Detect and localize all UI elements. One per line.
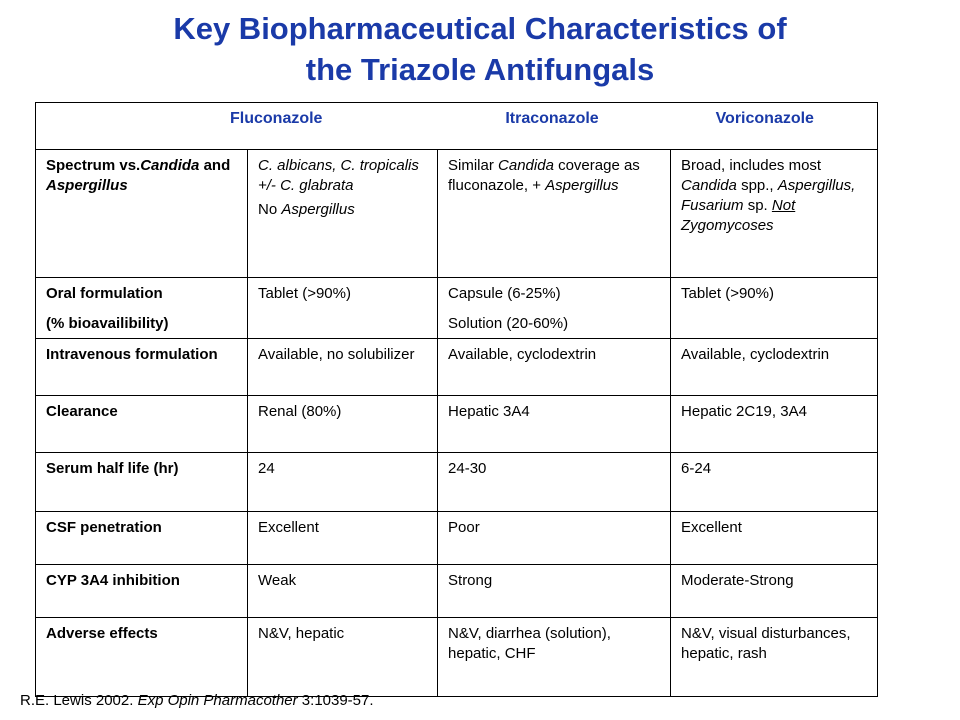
cell-oral-fluconazole: Tablet (>90%) [248, 278, 438, 339]
cell-iv-itraconazole: Available, cyclodextrin [438, 339, 671, 396]
cell-iv-voriconazole: Available, cyclodextrin [671, 339, 878, 396]
cell-adverse-fluconazole: N&V, hepatic [248, 618, 438, 697]
cell-spectrum-fluconazole [248, 150, 438, 278]
table-row [36, 618, 878, 697]
header-voriconazole: Voriconazole [671, 103, 878, 150]
oral-label-line2: (% bioavailibility) [46, 315, 169, 332]
cell-spectrum-itraconazole: Similar Candida coverage as fluconazole, + Aspergillus [438, 150, 671, 278]
spectrum-fluconazole-note: No Aspergillus [258, 201, 355, 218]
row-label-adverse: Adverse effects [36, 618, 248, 697]
oral-itraconazole-solution: Solution (20-60%) [448, 315, 569, 332]
cell-oral-voriconazole: Tablet (>90%) [671, 278, 878, 339]
citation-journal: Exp Opin Pharmacother [137, 692, 298, 709]
cell-clearance-itraconazole: Hepatic 3A4 [438, 396, 671, 453]
citation-authors: R.E. Lewis 2002. [20, 692, 138, 709]
cell-oral-itraconazole [438, 278, 671, 339]
cell-spectrum-voriconazole: Broad, includes most Candida spp., Aspergillus, Fusarium sp. Not Zygomycoses [671, 150, 878, 278]
cell-half-life-fluconazole: 24 [248, 453, 438, 512]
title-line-2: the Triazole Antifungals [305, 52, 655, 87]
comparison-table [35, 102, 878, 697]
header-fluconazole: Fluconazole [36, 103, 438, 150]
cell-cyp-itraconazole: Strong [438, 565, 671, 618]
table-row [36, 150, 878, 278]
cell-cyp-voriconazole: Moderate-Strong [671, 565, 878, 618]
title-line-1: Key Biopharmaceutical Characteristics of [173, 11, 787, 46]
slide-title [0, 8, 960, 90]
table-row [36, 339, 878, 396]
row-label-cyp: CYP 3A4 inhibition [36, 565, 248, 618]
header-row [36, 103, 878, 150]
table-row [36, 565, 878, 618]
oral-label-line1: Oral formulation [46, 285, 163, 302]
spectrum-fluconazole-species: C. albicans, C. tropicalis +/- C. glabrata [258, 157, 419, 194]
cell-half-life-itraconazole: 24-30 [438, 453, 671, 512]
cell-iv-fluconazole: Available, no solubilizer [248, 339, 438, 396]
cell-adverse-itraconazole: N&V, diarrhea (solution), hepatic, CHF [438, 618, 671, 697]
row-label-spectrum: Spectrum vs.Candida and Aspergillus [36, 150, 248, 278]
cell-clearance-fluconazole: Renal (80%) [248, 396, 438, 453]
citation-reference: 3:1039-57. [297, 692, 374, 709]
oral-itraconazole-capsule: Capsule (6-25%) [448, 285, 561, 302]
cell-adverse-voriconazole: N&V, visual disturbances, hepatic, rash [671, 618, 878, 697]
row-label-half-life: Serum half life (hr) [36, 453, 248, 512]
cell-csf-voriconazole: Excellent [671, 512, 878, 565]
cell-cyp-fluconazole: Weak [248, 565, 438, 618]
table-row [36, 512, 878, 565]
row-label-iv: Intravenous formulation [36, 339, 248, 396]
cell-clearance-voriconazole: Hepatic 2C19, 3A4 [671, 396, 878, 453]
row-label-oral [36, 278, 248, 339]
row-label-clearance: Clearance [36, 396, 248, 453]
cell-csf-itraconazole: Poor [438, 512, 671, 565]
table-row [36, 396, 878, 453]
cell-half-life-voriconazole: 6-24 [671, 453, 878, 512]
table-row [36, 453, 878, 512]
citation [20, 692, 374, 709]
table-row [36, 278, 878, 339]
cell-csf-fluconazole: Excellent [248, 512, 438, 565]
row-label-csf: CSF penetration [36, 512, 248, 565]
header-itraconazole: Itraconazole [438, 103, 671, 150]
